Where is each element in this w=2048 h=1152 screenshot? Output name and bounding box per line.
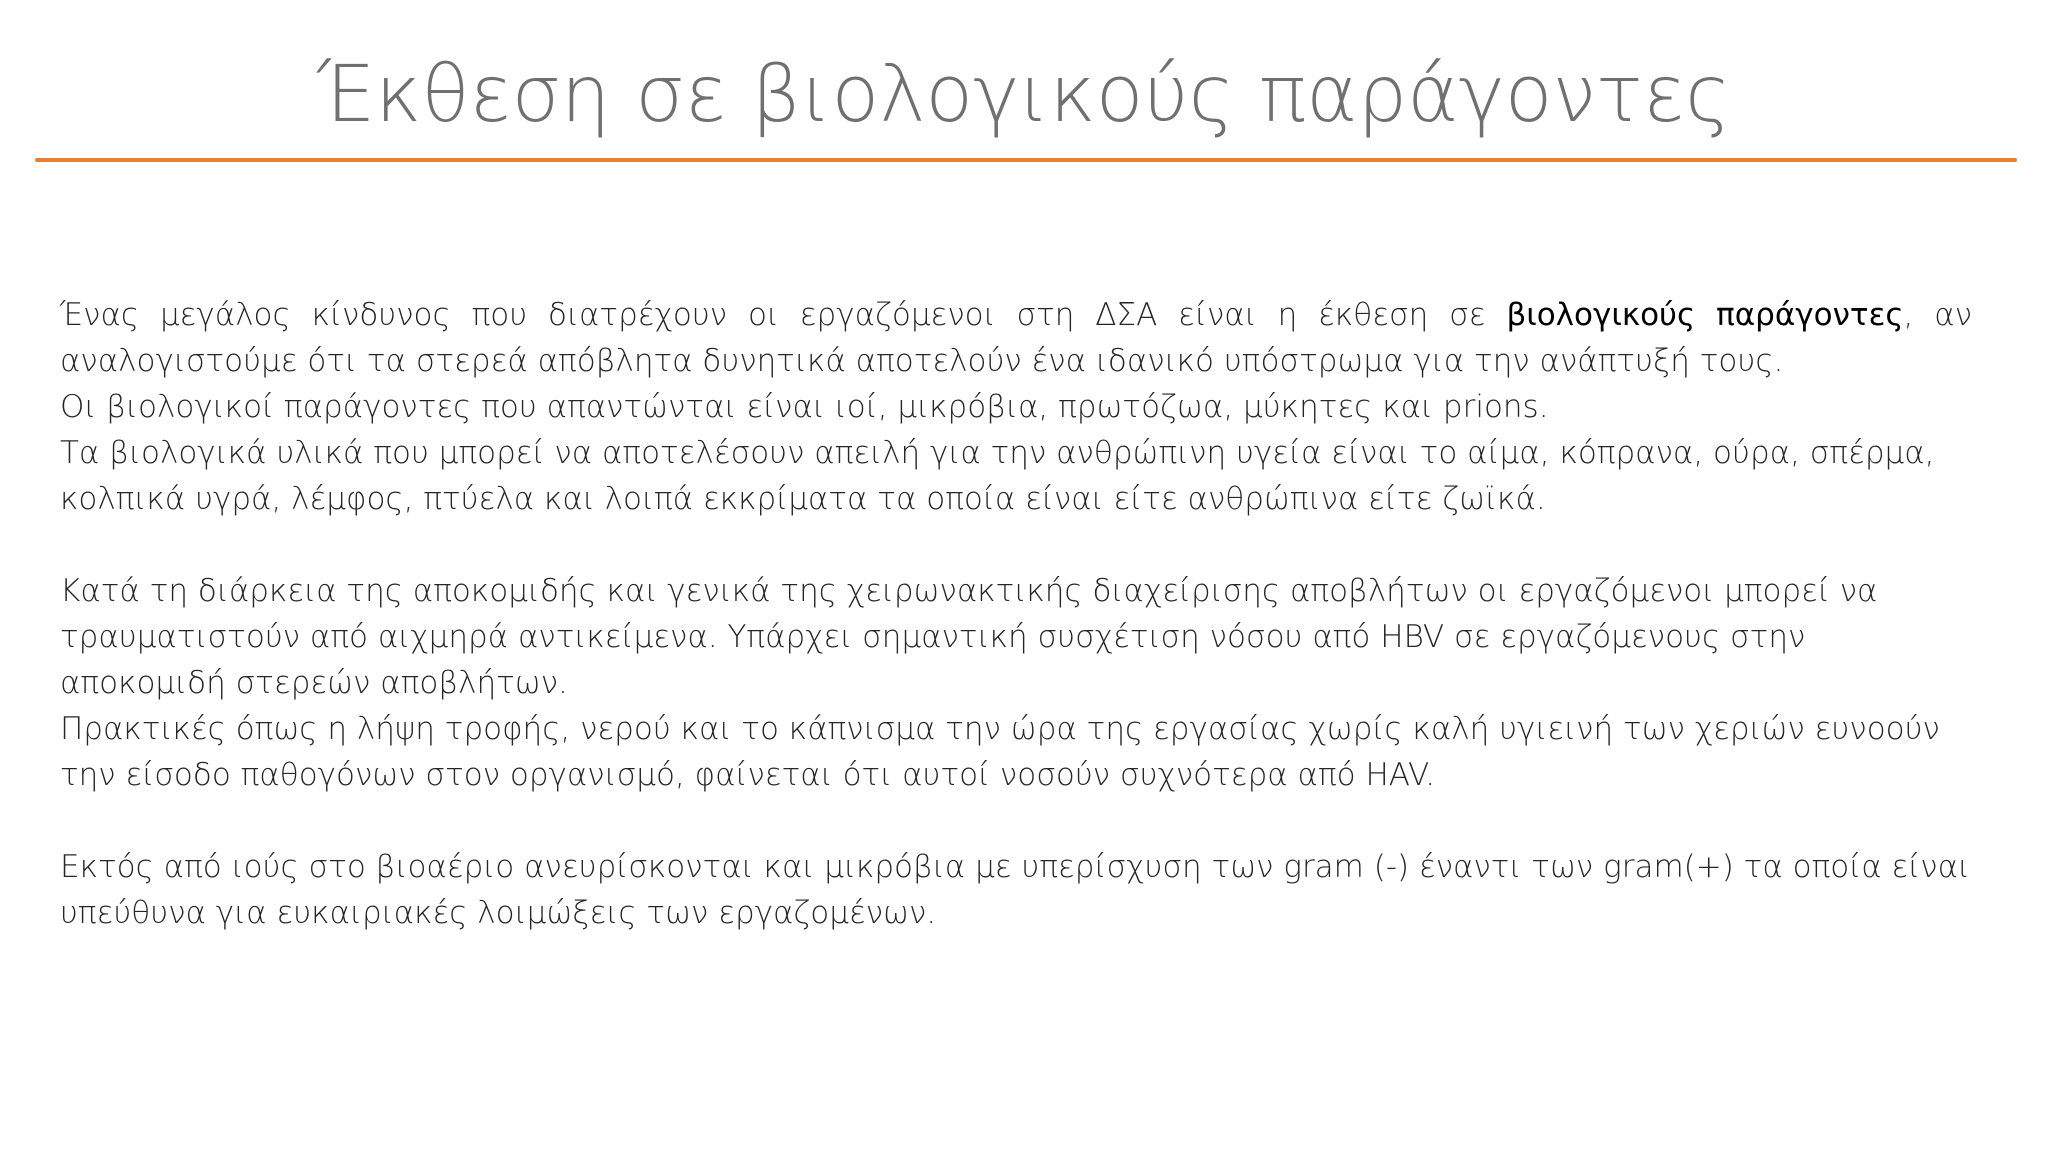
title-underline	[35, 158, 2017, 162]
intro-text-start: Ένας μεγάλος κίνδυνος που διατρέχουν οι εργαζόμενοι στη ΔΣΑ είναι η έκθεση σε	[60, 297, 1507, 333]
slide-body	[60, 292, 1972, 936]
paragraph-practices: Πρακτικές όπως η λήψη τροφής, νερού και το κάπνισμα την ώρα της εργασίας χωρίς καλή υγιεινή των χεριών ευνοούν την είσοδο παθογόνων στον οργανισμό, φαίνεται ότι αυτοί νοσούν συχνότερα από HAV.	[60, 711, 1940, 793]
paragraph-spacer	[60, 522, 1972, 568]
paragraph-materials: Τα βιολογικά υλικά που μπορεί να αποτελέσουν απειλή για την ανθρώπινη υγεία είναι το αίμα, κόπρανα, ούρα, σπέρμα, κολπικά υγρά, λέμφος, πτύελα και λοιπά εκκρίματα τα οποία είναι είτε ανθρώπινα είτε ζωϊκά.	[60, 435, 1935, 517]
biological-factors-emphasis: βιολογικούς παράγοντες	[1506, 297, 1904, 333]
paragraph-biogas: Εκτός από ιούς στο βιοαέριο ανευρίσκονται και μικρόβια με υπερίσχυση των gram (-) έναντι των gram(+) τα οποία είναι υπεύθυνα για ευκαιριακές λοιμώξεις των εργαζομένων.	[60, 849, 1971, 931]
paragraph-collection: Κατά τη διάρκεια της αποκομιδής και γενικά της χειρωνακτικής διαχείρισης αποβλήτων οι εργαζόμενοι μπορεί να τραυματιστούν από αιχμηρά αντικείμενα. Υπάρχει σημαντική συσχέτιση νόσου από HBV σε εργαζόμενους στην αποκομιδή στερεών αποβλήτων.	[60, 573, 1878, 701]
intro-text-end: , αν αναλογιστούμε ότι τα στερεά απόβλητα δυνητικά αποτελούν ένα ιδανικό υπόστρωμα για την ανάπτυξή τους.	[60, 297, 1973, 379]
paragraph-factors: Οι βιολογικοί παράγοντες που απαντώνται είναι ιοί, μικρόβια, πρωτόζωα, μύκητες και prions.	[60, 389, 1549, 425]
paragraph-spacer	[60, 798, 1972, 844]
paragraph-intro	[60, 292, 1972, 384]
slide-title: Έκθεση σε βιολογικούς παράγοντες	[317, 50, 1731, 140]
